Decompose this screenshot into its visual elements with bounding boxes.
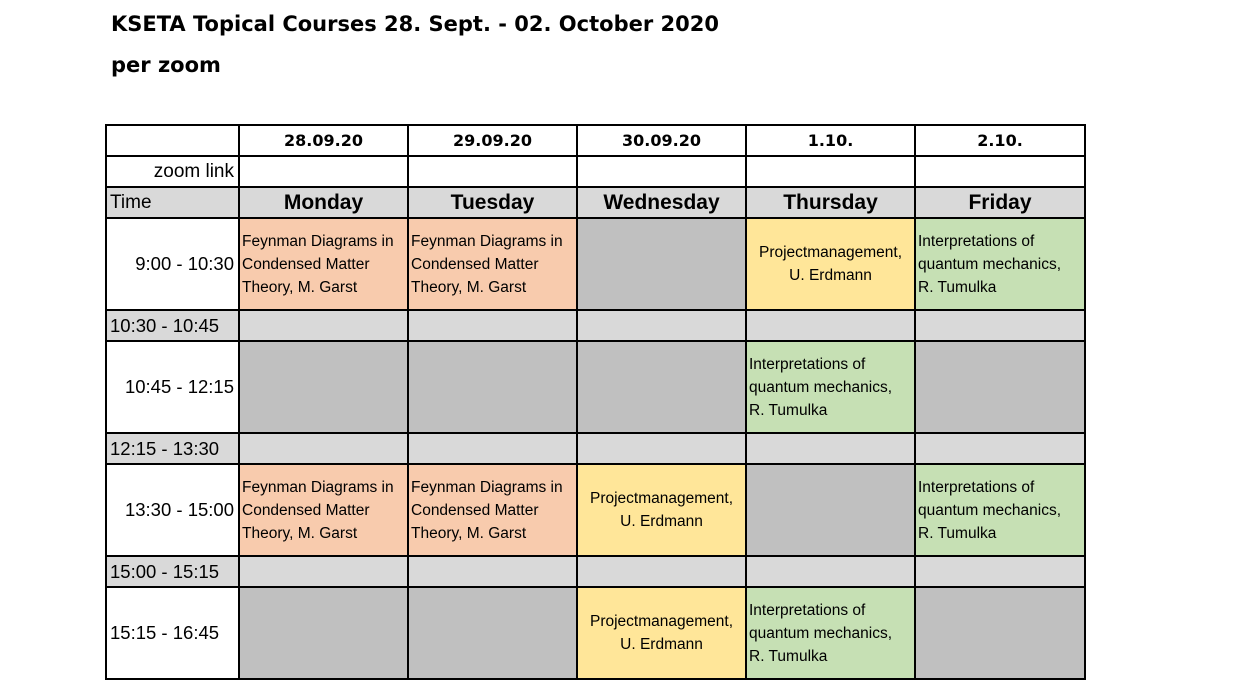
course-cell-interpretations [746, 587, 915, 679]
course-lecturer: Theory, M. Garst [411, 278, 527, 296]
course-cell-feynman [239, 464, 408, 556]
table-row [106, 341, 1085, 433]
break-row [106, 556, 1085, 587]
course-lecturer: R. Tumulka [749, 401, 828, 419]
time-slot: 10:30 - 10:45 [106, 310, 239, 341]
empty-slot [746, 464, 915, 556]
break-cell [408, 433, 577, 464]
break-cell [577, 433, 746, 464]
course-lecturer: Theory, M. Garst [242, 524, 358, 542]
course-title: Projectmanagement, [589, 613, 734, 630]
day-row [106, 187, 1085, 218]
course-lecturer: R. Tumulka [918, 524, 997, 542]
date-tuesday: 29.09.20 [408, 125, 577, 156]
break-cell [239, 556, 408, 587]
empty-slot [239, 341, 408, 433]
course-cell-interpretations [915, 464, 1085, 556]
course-cell-feynman [408, 464, 577, 556]
zoom-link-friday[interactable] [915, 156, 1085, 187]
break-cell [408, 556, 577, 587]
course-title: Condensed Matter [242, 255, 370, 273]
course-title: Projectmanagement, [589, 490, 734, 507]
corner-cell [106, 125, 239, 156]
time-slot: 15:15 - 16:45 [106, 587, 239, 679]
schedule-table [105, 124, 1086, 680]
empty-slot [915, 341, 1085, 433]
break-cell [239, 310, 408, 341]
course-title: Interpretations of [918, 232, 1035, 250]
break-row [106, 433, 1085, 464]
page-title: KSETA Topical Courses 28. Sept. - 02. October 2020 [111, 12, 719, 36]
time-slot: 13:30 - 15:00 [106, 464, 239, 556]
empty-slot [915, 587, 1085, 679]
empty-slot [408, 341, 577, 433]
zoom-link-label: zoom link [106, 156, 239, 187]
time-slot: 10:45 - 12:15 [106, 341, 239, 433]
time-slot: 15:00 - 15:15 [106, 556, 239, 587]
course-cell-project [577, 464, 746, 556]
empty-slot [577, 218, 746, 310]
day-monday: Monday [239, 187, 408, 218]
day-wednesday: Wednesday [577, 187, 746, 218]
course-title: quantum mechanics, [918, 501, 1062, 519]
break-cell [239, 433, 408, 464]
course-title: Interpretations of [749, 355, 866, 373]
course-lecturer: R. Tumulka [749, 647, 828, 665]
course-lecturer: R. Tumulka [918, 278, 997, 296]
date-row [106, 125, 1085, 156]
break-cell [577, 310, 746, 341]
course-title: Feynman Diagrams in [411, 478, 563, 496]
empty-slot [577, 341, 746, 433]
course-title: quantum mechanics, [918, 255, 1062, 273]
date-thursday: 1.10. [746, 125, 915, 156]
course-title: quantum mechanics, [749, 378, 893, 396]
table-row [106, 464, 1085, 556]
empty-slot [408, 587, 577, 679]
course-title: Interpretations of [918, 478, 1035, 496]
course-title: Feynman Diagrams in [242, 478, 394, 496]
time-header: Time [106, 187, 239, 218]
zoom-link-monday[interactable] [239, 156, 408, 187]
course-lecturer: Theory, M. Garst [411, 524, 527, 542]
zoom-link-thursday[interactable] [746, 156, 915, 187]
day-thursday: Thursday [746, 187, 915, 218]
date-friday: 2.10. [915, 125, 1085, 156]
zoom-link-row [106, 156, 1085, 187]
course-lecturer: Theory, M. Garst [242, 278, 358, 296]
break-cell [746, 433, 915, 464]
page-subtitle: per zoom [111, 53, 221, 77]
course-title: Condensed Matter [411, 501, 539, 519]
course-lecturer: U. Erdmann [789, 267, 872, 284]
course-title: Projectmanagement, [758, 244, 903, 261]
course-title: Feynman Diagrams in [411, 232, 563, 250]
course-title: Condensed Matter [411, 255, 539, 273]
empty-slot [239, 587, 408, 679]
date-monday: 28.09.20 [239, 125, 408, 156]
zoom-link-tuesday[interactable] [408, 156, 577, 187]
break-cell [915, 310, 1085, 341]
day-tuesday: Tuesday [408, 187, 577, 218]
zoom-link-wednesday[interactable] [577, 156, 746, 187]
table-row [106, 218, 1085, 310]
course-cell-interpretations [746, 341, 915, 433]
break-cell [746, 310, 915, 341]
time-slot: 12:15 - 13:30 [106, 433, 239, 464]
course-lecturer: U. Erdmann [620, 636, 703, 653]
break-cell [915, 556, 1085, 587]
date-wednesday: 30.09.20 [577, 125, 746, 156]
course-title: Condensed Matter [242, 501, 370, 519]
table-row [106, 587, 1085, 679]
break-cell [746, 556, 915, 587]
course-cell-interpretations [915, 218, 1085, 310]
course-title: Interpretations of [749, 601, 866, 619]
day-friday: Friday [915, 187, 1085, 218]
break-row [106, 310, 1085, 341]
course-cell-feynman [239, 218, 408, 310]
course-cell-project [746, 218, 915, 310]
break-cell [577, 556, 746, 587]
time-slot: 9:00 - 10:30 [106, 218, 239, 310]
break-cell [915, 433, 1085, 464]
course-cell-project [577, 587, 746, 679]
course-title: quantum mechanics, [749, 624, 893, 642]
course-title: Feynman Diagrams in [242, 232, 394, 250]
course-lecturer: U. Erdmann [620, 513, 703, 530]
break-cell [408, 310, 577, 341]
course-cell-feynman [408, 218, 577, 310]
